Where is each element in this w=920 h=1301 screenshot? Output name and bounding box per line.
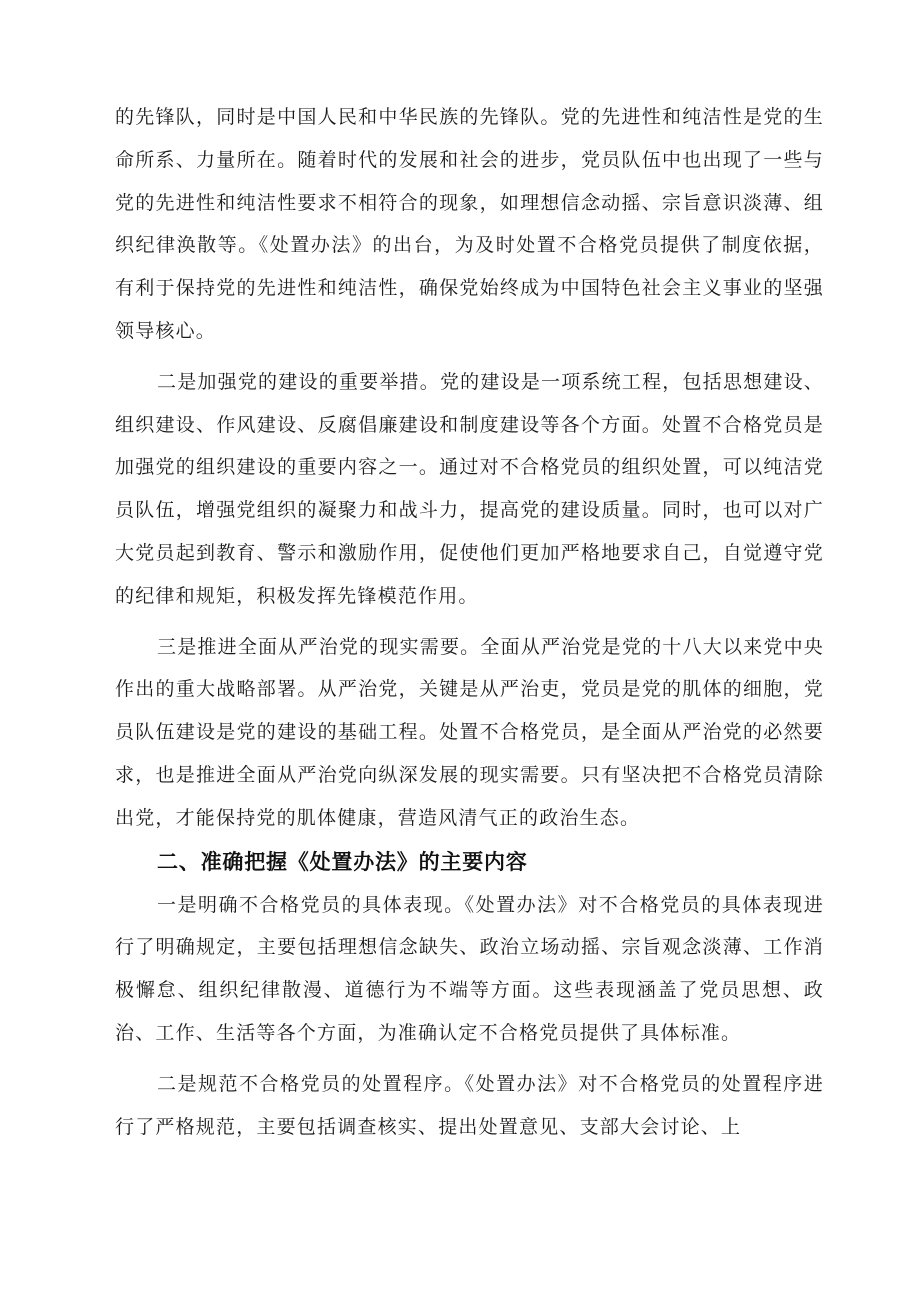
section-heading: 二、准确把握《处置办法》的主要内容 [157, 849, 528, 874]
paragraph-strict-governance: 三是推进全面从严治党的现实需要。全面从严治党是党的十八大以来党中央作出的重大战略部署。从严治党，关键是从严治吏，党员是党的肌体的细胞，党员队伍建设是党的建设的基础工程。处置不合格党员，是全面从严治党的必然要求，也是推进全面从严治党向纵深发展的现实需要。只有坚决把不合格党员清除出党，才能保持党的肌体健康，营造风清气正的政治生态。 [115, 635, 824, 829]
paragraph-vanguard: 的先锋队，同时是中国人民和中华民族的先锋队。党的先进性和纯洁性是党的生命所系、力量所在。随着时代的发展和社会的进步，党员队伍中也出现了一些与党的先进性和纯洁性要求不相符合的现象，如理想信念动摇、宗旨意识淡薄、组织纪律涣散等。《处置办法》的出台，为及时处置不合格党员提供了制度依据，有利于保持党的先进性和纯洁性，确保党始终成为中国特色社会主义事业的坚强领导核心。 [115, 106, 824, 342]
paragraph-party-building: 二是加强党的建设的重要举措。党的建设是一项系统工程，包括思想建设、组织建设、作风建设、反腐倡廉建设和制度建设等各个方面。处置不合格党员是加强党的组织建设的重要内容之一。通过对不合格党员的组织处置，可以纯洁党员队伍，增强党组织的凝聚力和战斗力，提高党的建设质量。同时，也可以对广大党员起到教育、警示和激励作用，促使他们更加严格地要求自己，自觉遵守党的纪律和规矩，积极发挥先锋模范作用。 [115, 370, 824, 607]
paragraph-manifestations: 一是明确不合格党员的具体表现。《处置办法》对不合格党员的具体表现进行了明确规定，主要包括理想信念缺失、政治立场动摇、宗旨观念淡薄、工作消极懈怠、组织纪律散漫、道德行为不端等方面。这些表现涵盖了党员思想、政治、工作、生活等各个方面，为准确认定不合格党员提供了具体标准。 [115, 893, 824, 1044]
paragraph-procedures: 二是规范不合格党员的处置程序。《处置办法》对不合格党员的处置程序进行了严格规范，主要包括调查核实、提出处置意见、支部大会讨论、上 [115, 1072, 824, 1138]
